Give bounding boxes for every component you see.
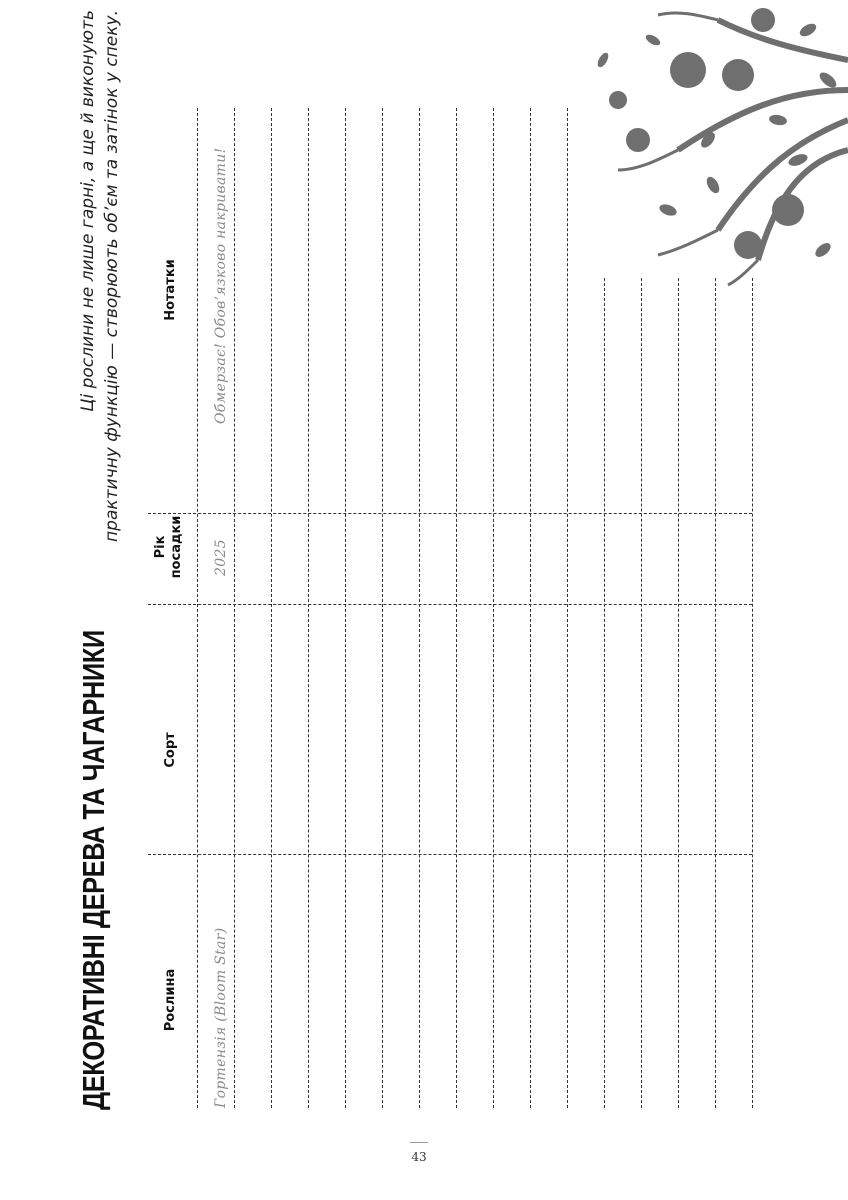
table-row-line <box>308 108 309 1108</box>
column-header-variety: Сорт <box>163 732 178 768</box>
row-1-plant[interactable]: Гортензія (Bloom Star) <box>213 927 229 1108</box>
table-row-line <box>715 278 716 1108</box>
row-1-year[interactable]: 2025 <box>213 539 229 576</box>
table-row-line <box>271 108 272 1108</box>
column-separator <box>148 604 752 605</box>
table-row-line <box>752 278 753 1108</box>
column-header-notes: Нотатки <box>163 259 178 321</box>
page-title: ДЕКОРАТИВНІ ДЕРЕВА ТА ЧАГАРНИКИ <box>76 630 111 1110</box>
column-separator <box>148 513 752 514</box>
table-row-line <box>345 108 346 1108</box>
column-header-year: Рік посадки <box>153 515 184 579</box>
table-row-line <box>456 108 457 1108</box>
table-row-line <box>419 108 420 1108</box>
row-1-notes[interactable]: Обмерзає! Обов’язково накривати! <box>213 147 229 424</box>
column-separator <box>148 854 752 855</box>
table-row-line <box>234 108 235 1108</box>
table-row-line <box>530 108 531 1108</box>
subtitle-line-2: практичну функцію — створюють об’єм та затінок у спеку. <box>102 10 122 542</box>
page-number-rule <box>410 1142 428 1143</box>
column-header-plant: Рослина <box>163 968 178 1032</box>
table-row-line <box>197 108 198 1108</box>
table-row-line <box>493 108 494 1108</box>
subtitle-line-1: Ці рослини не лише гарні, а ще й виконують <box>78 10 98 412</box>
table-row-line <box>382 108 383 1108</box>
page-subtitle <box>76 10 124 770</box>
rose-branch-icon <box>558 0 848 290</box>
table-row-line <box>641 278 642 1108</box>
table-row-line <box>678 278 679 1108</box>
page-number: 43 <box>411 1150 427 1164</box>
table-row-line <box>604 278 605 1108</box>
